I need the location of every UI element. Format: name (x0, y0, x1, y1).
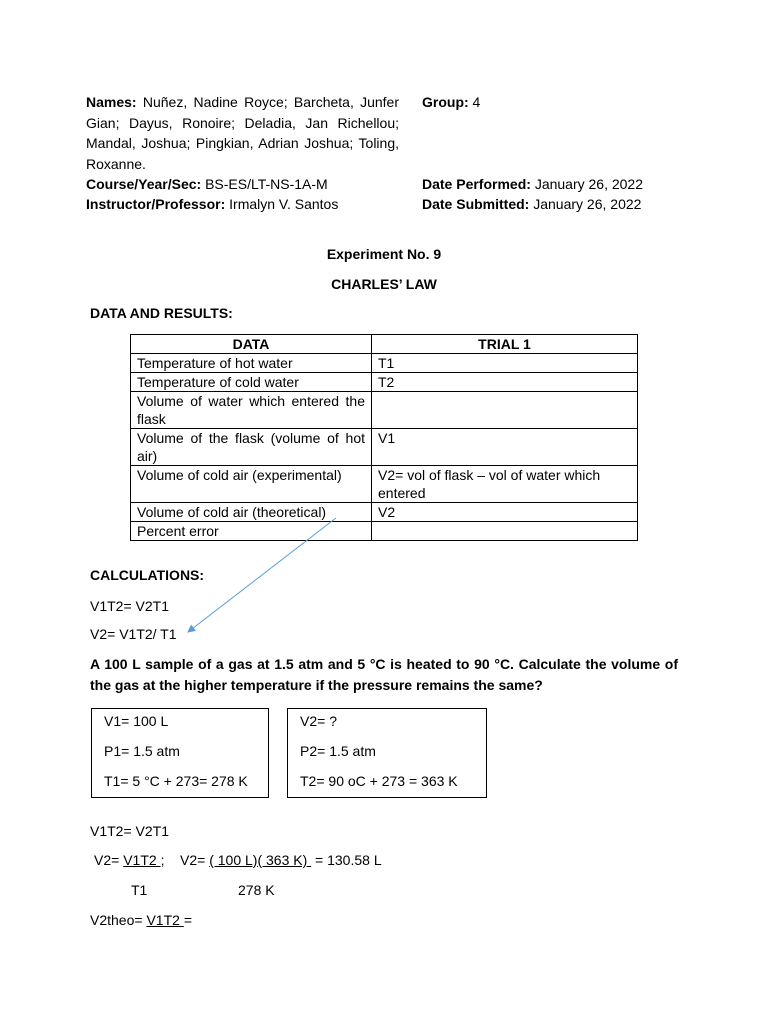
v2-result: = 130.58 L (315, 852, 382, 868)
instructor-value: Irmalyn V. Santos (229, 196, 339, 212)
table-cell: Percent error (131, 522, 372, 541)
given-box-initial (91, 708, 269, 798)
table-cell: Volume of cold air (experimental) (131, 466, 372, 503)
formula-v2: V2= V1T2/ T1 (90, 626, 177, 642)
v2-numerator: V1T2 (123, 852, 161, 868)
formula-charles: V1T2= V2T1 (90, 598, 169, 614)
experiment-title: CHARLES’ LAW (331, 276, 437, 292)
given-box-final (287, 708, 487, 798)
denominator-value: 278 K (238, 882, 275, 898)
date-submitted-label: Date Submitted: (422, 196, 530, 212)
date-performed-label: Date Performed: (422, 176, 531, 192)
group-value: 4 (472, 94, 481, 110)
solution-line (94, 850, 382, 870)
separator: ; (160, 852, 165, 868)
data-results-heading: DATA AND RESULTS: (90, 305, 233, 321)
table-cell: T1 (372, 354, 638, 373)
names-value: Nuñez, Nadine Royce; Barcheta, Junfer Gian; Dayus, Ronoire; Deladia, Jan Richellou; Mandal, Joshua; Pingkian, Adrian Joshua; Toling, Roxanne. (86, 94, 399, 172)
table-header-trial: TRIAL 1 (372, 335, 638, 354)
given-p2: P2= 1.5 atm (300, 743, 376, 759)
table-cell: Volume of the flask (volume of hot air) (131, 429, 372, 466)
table-cell: Temperature of cold water (131, 373, 372, 392)
given-v1: V1= 100 L (104, 713, 169, 729)
calculations-heading: CALCULATIONS: (90, 567, 205, 583)
date-submitted-value: January 26, 2022 (533, 196, 642, 212)
table-cell: Volume of cold air (theoretical) (131, 503, 372, 522)
theo-equals: = (183, 912, 192, 928)
table-cell: V2 (372, 503, 638, 522)
theo-label: V2theo= (90, 912, 143, 928)
theo-numerator: V1T2 (146, 912, 184, 928)
table-cell: V2= vol of flask – vol of water which entered (372, 466, 638, 503)
given-v2: V2= ? (300, 713, 337, 729)
given-p1: P1= 1.5 atm (104, 743, 180, 759)
course-value: BS-ES/LT-NS-1A-M (205, 176, 328, 192)
v2-numerator-values: ( 100 L)( 363 K) (209, 852, 312, 868)
table-cell: Temperature of hot water (131, 354, 372, 373)
names-label: Names: (86, 94, 137, 110)
given-t2: T2= 90 oC + 273 = 363 K (300, 773, 458, 789)
table-cell: Volume of water which entered the flask (131, 392, 372, 429)
group-label: Group: (422, 94, 469, 110)
theoretical-line (90, 910, 192, 930)
solution-formula: V1T2= V2T1 (90, 823, 169, 839)
table-cell: T2 (372, 373, 638, 392)
course-label: Course/Year/Sec: (86, 176, 202, 192)
instructor-label: Instructor/Professor: (86, 196, 226, 212)
table-header-data: DATA (131, 335, 372, 354)
experiment-number: Experiment No. 9 (326, 246, 442, 262)
v2-label-2: V2= (180, 852, 206, 868)
table-cell: V1 (372, 429, 638, 466)
given-t1: T1= 5 °C + 273= 278 K (104, 773, 248, 789)
denominator-t1: T1 (131, 882, 148, 898)
date-performed-value: January 26, 2022 (534, 176, 644, 192)
problem-statement: A 100 L sample of a gas at 1.5 atm and 5 °C is heated to 90 °C. Calculate the volume of the gas at the higher temperature if the pressure remains the same? (90, 656, 678, 693)
v2-label: V2= (94, 852, 120, 868)
